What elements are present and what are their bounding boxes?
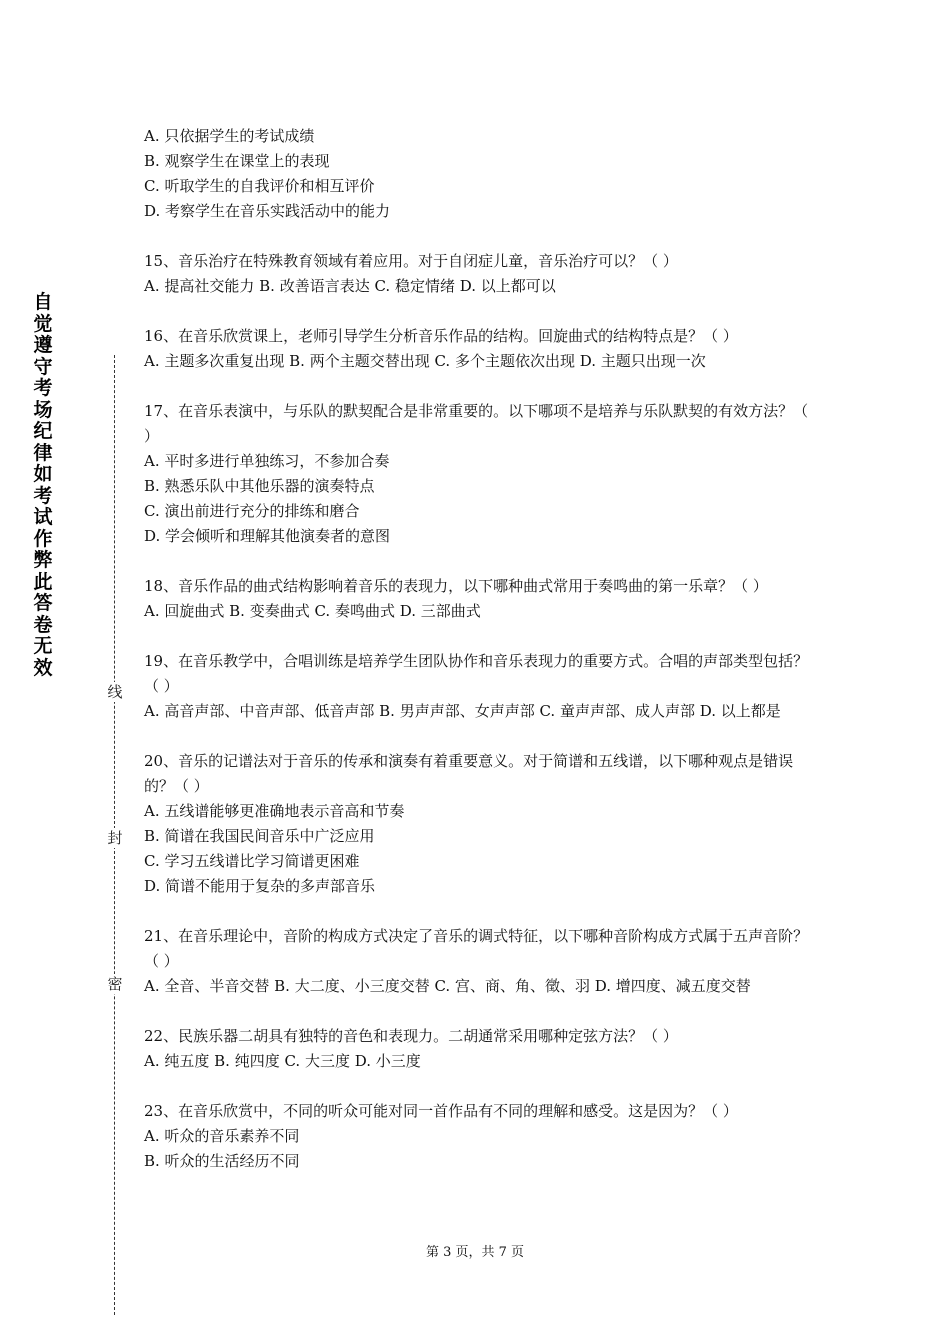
question-option: C. 演出前进行充分的排练和磨合 [144, 502, 360, 520]
question-option: A. 平时多进行单独练习，不参加合奏 [144, 452, 390, 470]
question-option: A. 回旋曲式 B. 变奏曲式 C. 奏鸣曲式 D. 三部曲式 [144, 602, 481, 620]
question-option: D. 简谱不能用于复杂的多声部音乐 [144, 877, 376, 895]
question-option: A. 五线谱能够更准确地表示音高和节奏 [144, 802, 405, 820]
q14-option-c: C. 听取学生的自我评价和相互评价 [144, 177, 375, 195]
question-option: D. 学会倾听和理解其他演奏者的意图 [144, 527, 391, 545]
question-15 [144, 249, 812, 299]
question-20 [144, 749, 812, 899]
question-stem: 20、音乐的记谱法对于音乐的传承和演奏有着重要意义。对于简谱和五线谱，以下哪种观点是错误的？（ ） [144, 752, 794, 795]
question-stem: 23、在音乐欣赏中，不同的听众可能对同一首作品有不同的理解和感受。这是因为？（ ） [144, 1102, 738, 1120]
question-option: B. 听众的生活经历不同 [144, 1152, 300, 1170]
question-stem: 16、在音乐欣赏课上，老师引导学生分析音乐作品的结构。回旋曲式的结构特点是？（ ） [144, 327, 738, 345]
question-stem: 15、音乐治疗在特殊教育领域有着应用。对于自闭症儿童，音乐治疗可以？（ ） [144, 252, 678, 270]
question-stem: 21、在音乐理论中，音阶的构成方式决定了音乐的调式特征，以下哪种音阶构成方式属于五声音阶？（ ） [144, 927, 809, 970]
q14-option-d: D. 考察学生在音乐实践活动中的能力 [144, 202, 391, 220]
exam-warning-text: 自觉遵守考场纪律如考试作弊此答卷无效 [33, 291, 53, 679]
question-option: B. 简谱在我国民间音乐中广泛应用 [144, 827, 375, 845]
question-option: A. 高音声部、中音声部、低音声部 B. 男声声部、女声声部 C. 童声声部、成人声部 D. 以上都是 [144, 702, 781, 720]
question-stem: 18、音乐作品的曲式结构影响着音乐的表现力，以下哪种曲式常用于奏鸣曲的第一乐章？（ ） [144, 577, 768, 595]
question-stem: 19、在音乐教学中，合唱训练是培养学生团队协作和音乐表现力的重要方式。合唱的声部类型包括？（ ） [144, 652, 809, 695]
question-option: A. 听众的音乐素养不同 [144, 1127, 300, 1145]
question-21 [144, 924, 812, 999]
question-23 [144, 1099, 812, 1174]
q14-option-a: A. 只依据学生的考试成绩 [144, 127, 315, 145]
question-stem: 17、在音乐表演中，与乐队的默契配合是非常重要的。以下哪项不是培养与乐队默契的有效方法？（ ） [144, 402, 809, 445]
seal-label-line: 线 [107, 683, 123, 701]
question-option: A. 纯五度 B. 纯四度 C. 大三度 D. 小三度 [144, 1052, 421, 1070]
question-stem: 22、民族乐器二胡具有独特的音色和表现力。二胡通常采用哪种定弦方法？（ ） [144, 1027, 678, 1045]
seal-label-secret: 密 [107, 975, 123, 993]
page-number-footer: 第 3 页，共 7 页 [425, 1245, 525, 1260]
question-19 [144, 649, 812, 724]
question-22 [144, 1024, 812, 1074]
question-option: A. 全音、半音交替 B. 大二度、小三度交替 C. 宫、商、角、徵、羽 D. 增四度、减五度交替 [144, 977, 751, 995]
question-17 [144, 399, 812, 549]
question-option: C. 学习五线谱比学习简谱更困难 [144, 852, 360, 870]
question-14-options [144, 124, 812, 224]
question-content [144, 124, 812, 1199]
question-option: B. 熟悉乐队中其他乐器的演奏特点 [144, 477, 375, 495]
question-18 [144, 574, 812, 624]
question-option: A. 主题多次重复出现 B. 两个主题交替出现 C. 多个主题依次出现 D. 主题只出现一次 [144, 352, 706, 370]
question-16 [144, 324, 812, 374]
q14-option-b: B. 观察学生在课堂上的表现 [144, 152, 330, 170]
seal-label-seal: 封 [107, 829, 123, 847]
question-option: A. 提高社交能力 B. 改善语言表达 C. 稳定情绪 D. 以上都可以 [144, 277, 556, 295]
